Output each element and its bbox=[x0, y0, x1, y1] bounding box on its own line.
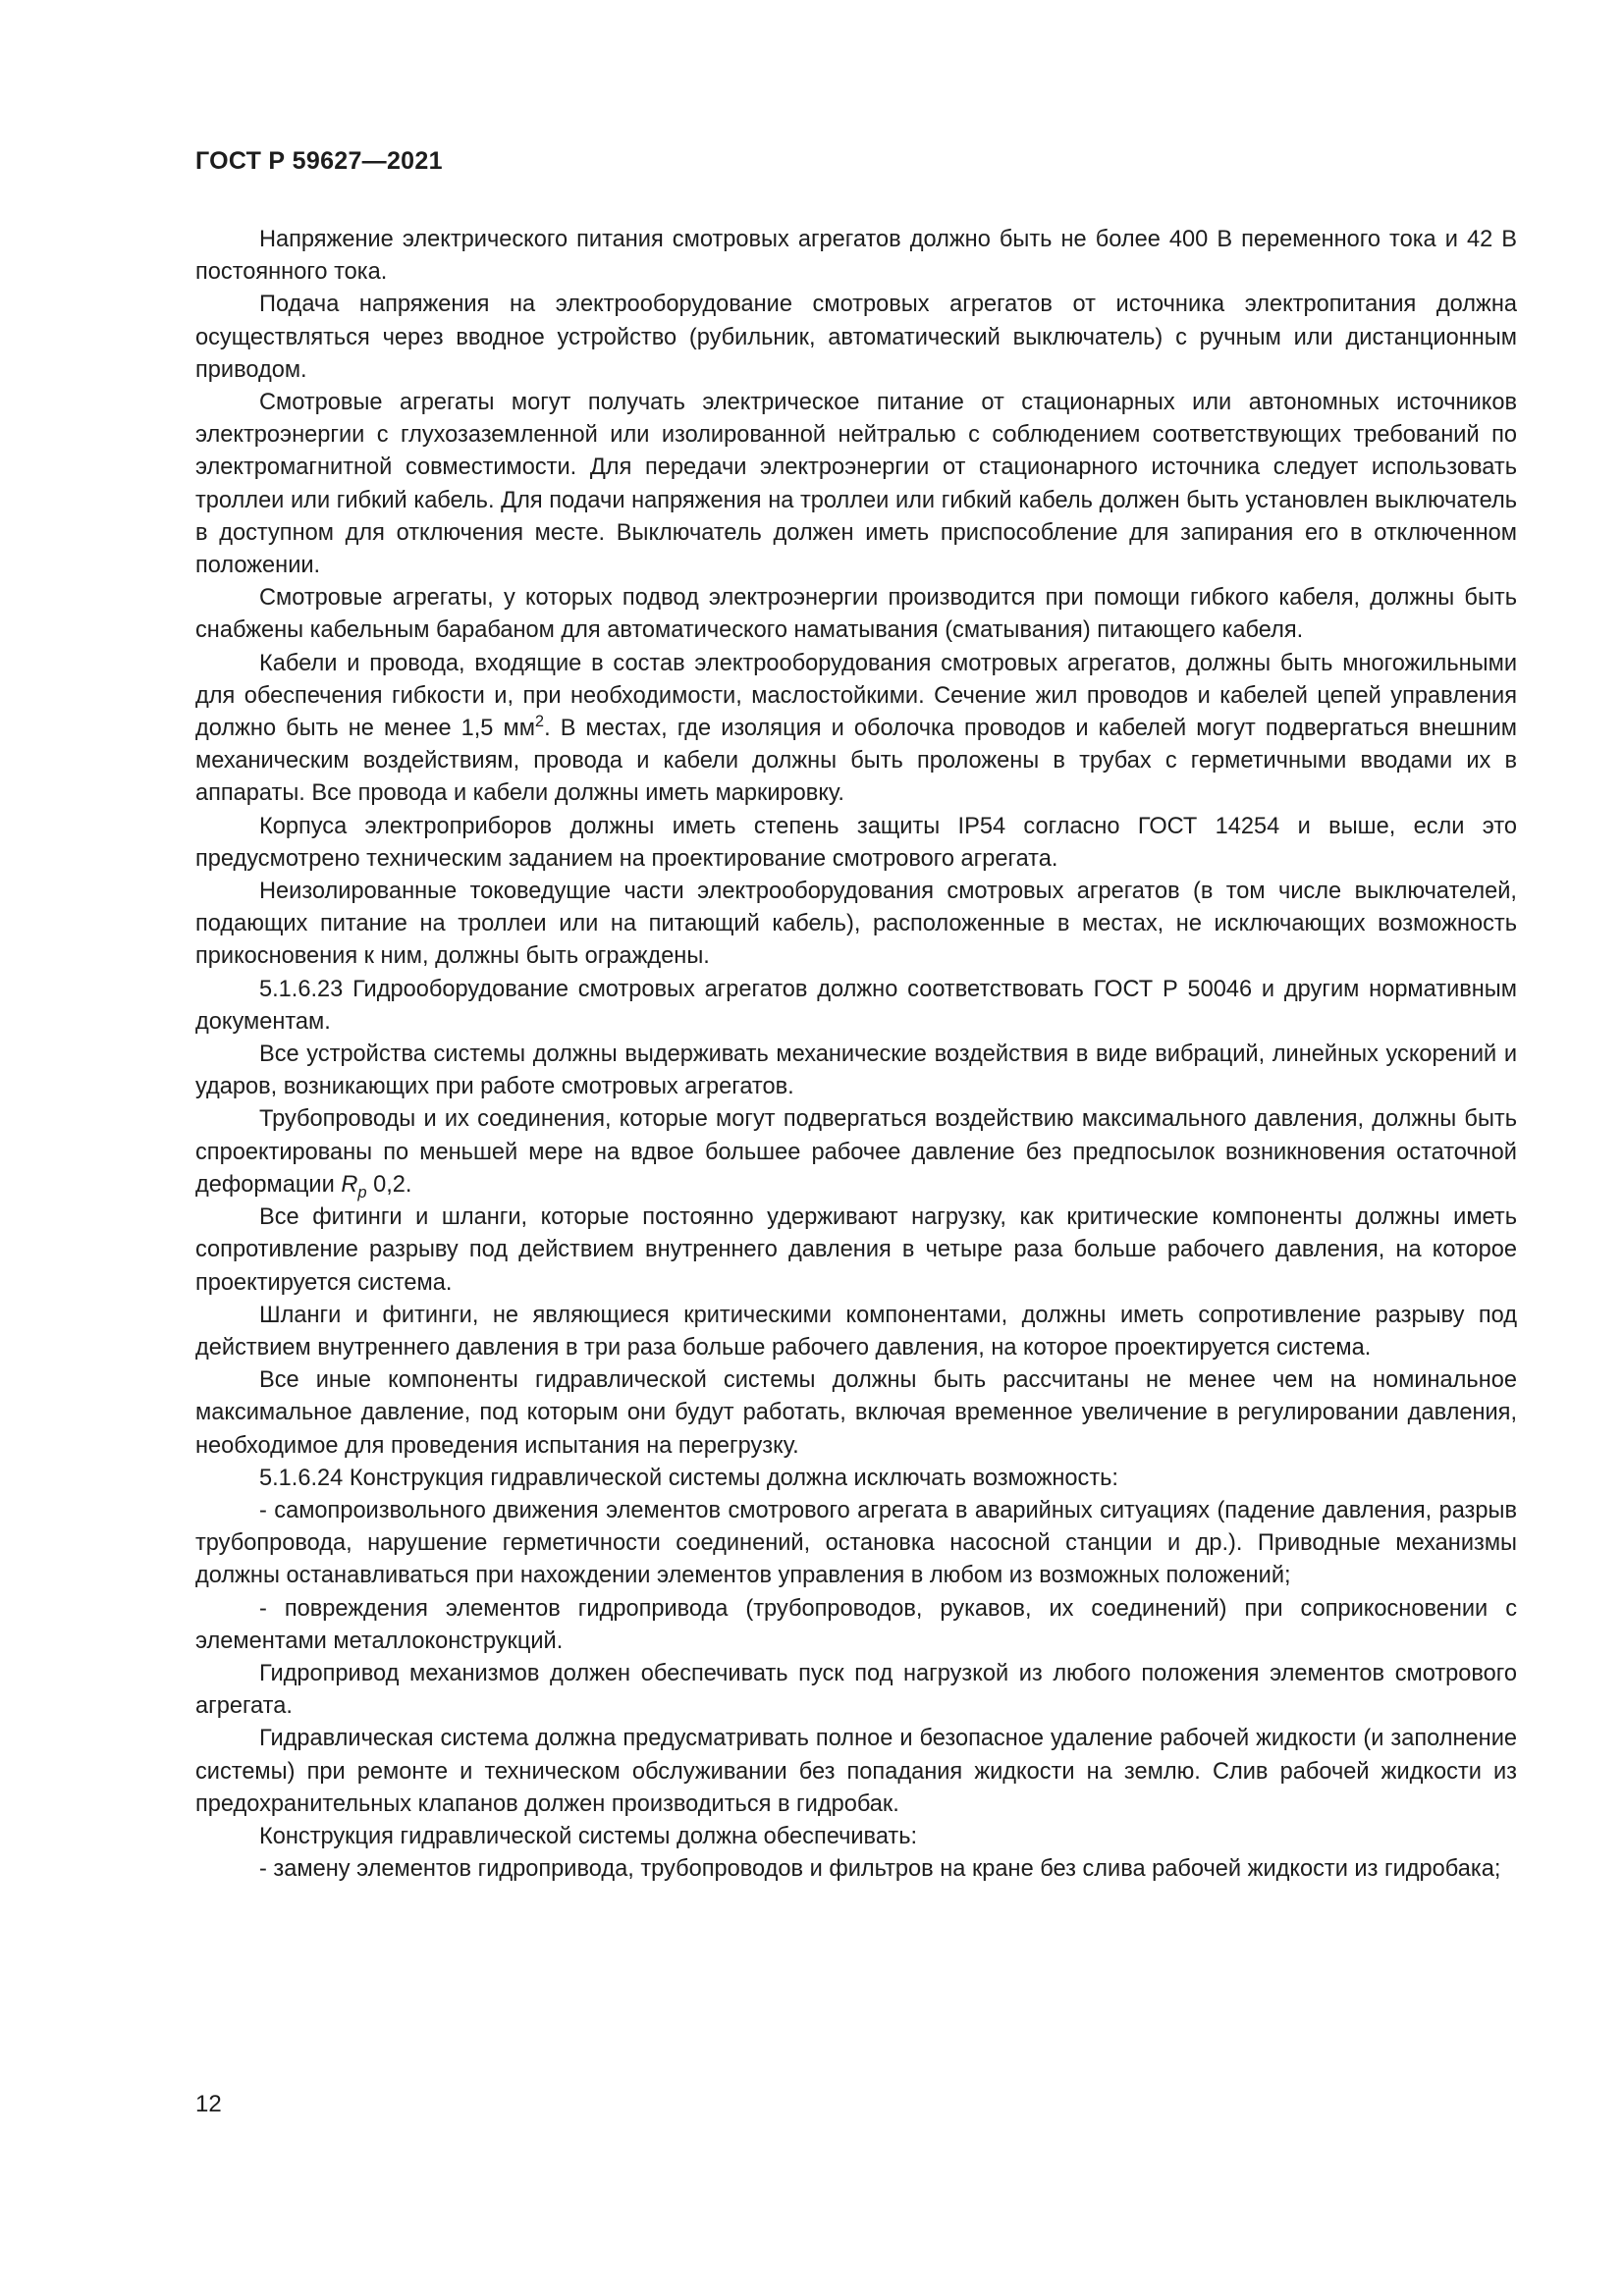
list-item-hydraulic-damage: - повреждения элементов гидропривода (трубопроводов, рукавов, их соединений) при соприкосновении с элементами металлоконструкций. bbox=[195, 1595, 1517, 1654]
pipes-text-start: Трубопроводы и их соединения, которые могут подвергаться воздействию максимального давления, должны быть спроектированы по меньшей мере на вдвое большее рабочее давление без предпосылок возникновения остаточной деформации bbox=[195, 1106, 1517, 1198]
list-item-element-replacement: - замену элементов гидропривода, трубопроводов и фильтров на кране без слива рабочей жидкости из гидробака; bbox=[259, 1856, 1501, 1883]
paragraph-voltage: Напряжение электрического питания смотровых агрегатов должно быть не более 400 В переменного тока и 42 В постоянного тока. bbox=[195, 227, 1517, 286]
paragraph-cable-drum: Смотровые агрегаты, у которых подвод электроэнергии производится при помощи гибкого кабеля, должны быть снабжены кабельным барабаном для автоматического наматывания (сматывания) питающего кабеля. bbox=[195, 585, 1517, 644]
paragraph-5-1-6-24: 5.1.6.24 Конструкция гидравлической системы должна исключать возможность: bbox=[259, 1465, 1118, 1491]
subscript-p: p bbox=[357, 1182, 367, 1201]
page-number: 12 bbox=[195, 2091, 222, 2117]
paragraph-power-supply: Подача напряжения на электрооборудование смотровых агрегатов от источника электропитания должна осуществляться через вводное устройство (рубильник, автоматический выключатель) с ручным или дистанционным приводом. bbox=[195, 292, 1517, 383]
paragraph-vibrations: Все устройства системы должны выдерживать механические воздействия в виде вибраций, линейных ускорений и ударов, возникающих при работе смотровых агрегатов. bbox=[195, 1041, 1517, 1100]
paragraph-uninsulated-parts: Неизолированные токоведущие части электрооборудования смотровых агрегатов (в том числе выключателей, подающих питание на троллеи или на питающий кабель), расположенные в местах, не исключающих возможность прикосновения к ним, должны быть ограждены. bbox=[195, 879, 1517, 970]
paragraph-ip54: Корпуса электроприборов должны иметь степень защиты IP54 согласно ГОСТ 14254 и выше, если это предусмотрено техническим заданием на проектирование смотрового агрегата. bbox=[195, 813, 1517, 872]
symbol-r: R bbox=[341, 1171, 358, 1198]
cables-text-end: . В местах, где изоляция и оболочка проводов и кабелей могут подвергаться внешним механическим воздействиям, провода и кабели должны быть проложены в трубах с герметичными вводами их в аппараты. Все провода и кабели должны иметь маркировку. bbox=[195, 716, 1517, 807]
paragraph-5-1-6-23: 5.1.6.23 Гидрооборудование смотровых агрегатов должно соответствовать ГОСТ Р 50046 и другим нормативным документам. bbox=[195, 976, 1517, 1035]
paragraph-fluid-removal: Гидравлическая система должна предусматривать полное и безопасное удаление рабочей жидкости (и заполнение системы) при ремонте и техническом обслуживании без попадания жидкости на землю. Слив рабочей жидкости из предохранительных клапанов должен производиться в гидробак. bbox=[195, 1726, 1517, 1817]
paragraph-cables bbox=[195, 648, 1517, 811]
paragraph-design-requirements: Конструкция гидравлической системы должна обеспечивать: bbox=[259, 1823, 918, 1849]
superscript-2: 2 bbox=[534, 711, 545, 730]
paragraph-pipelines bbox=[195, 1103, 1517, 1201]
document-body bbox=[195, 224, 1517, 1886]
paragraph-power-sources: Смотровые агрегаты могут получать электрическое питание от стационарных или автономных источников электроэнергии с глухозаземленной или изолированной нейтралью с соблюдением соответствующих требований по электромагнитной совместимости. Для передачи электроэнергии от стационарного источника следует использовать троллеи или гибкий кабель. Для подачи напряжения на троллеи или гибкий кабель должен быть установлен выключатель в доступном для отключения месте. Выключатель должен иметь приспособление для запирания его в отключенном положении. bbox=[195, 390, 1517, 579]
paragraph-noncritical-fittings: Шланги и фитинги, не являющиеся критическими компонентами, должны иметь сопротивление разрыву под действием внутреннего давления в три раза больше рабочего давления, на которое проектируется система. bbox=[195, 1302, 1517, 1361]
paragraph-other-components: Все иные компоненты гидравлической системы должны быть рассчитаны не менее чем на номинальное максимальное давление, под которым они будут работать, включая временное увеличение в регулировании давления, необходимое для проведения испытания на перегрузку. bbox=[195, 1367, 1517, 1459]
document-header: ГОСТ Р 59627—2021 bbox=[195, 147, 443, 175]
paragraph-critical-fittings: Все фитинги и шланги, которые постоянно удерживают нагрузку, как критические компоненты должны иметь сопротивление разрыву под действием внутреннего давления в четыре раза больше рабочего давления, на которое проектируется система. bbox=[195, 1204, 1517, 1296]
paragraph-hydraulic-drive: Гидропривод механизмов должен обеспечивать пуск под нагрузкой из любого положения элементов смотрового агрегата. bbox=[195, 1660, 1517, 1720]
cables-text-start: Кабели и провода, входящие в состав электрооборудования смотровых агрегатов, должны быть многожильными для обеспечения гибкости и, при необходимости, маслостойкими. Сечение жил проводов и кабелей цепей управления должно быть не менее 1,5 мм bbox=[195, 650, 1517, 742]
pipes-text-end: 0,2. bbox=[366, 1171, 412, 1198]
list-item-spontaneous-movement: - самопроизвольного движения элементов смотрового агрегата в аварийных ситуациях (падение давления, разрыв трубопровода, нарушение герметичности соединений, остановка насосной станции и др.). Приводные механизмы должны останавливаться при нахождении элементов управления в любом из возможных положений; bbox=[195, 1497, 1517, 1589]
